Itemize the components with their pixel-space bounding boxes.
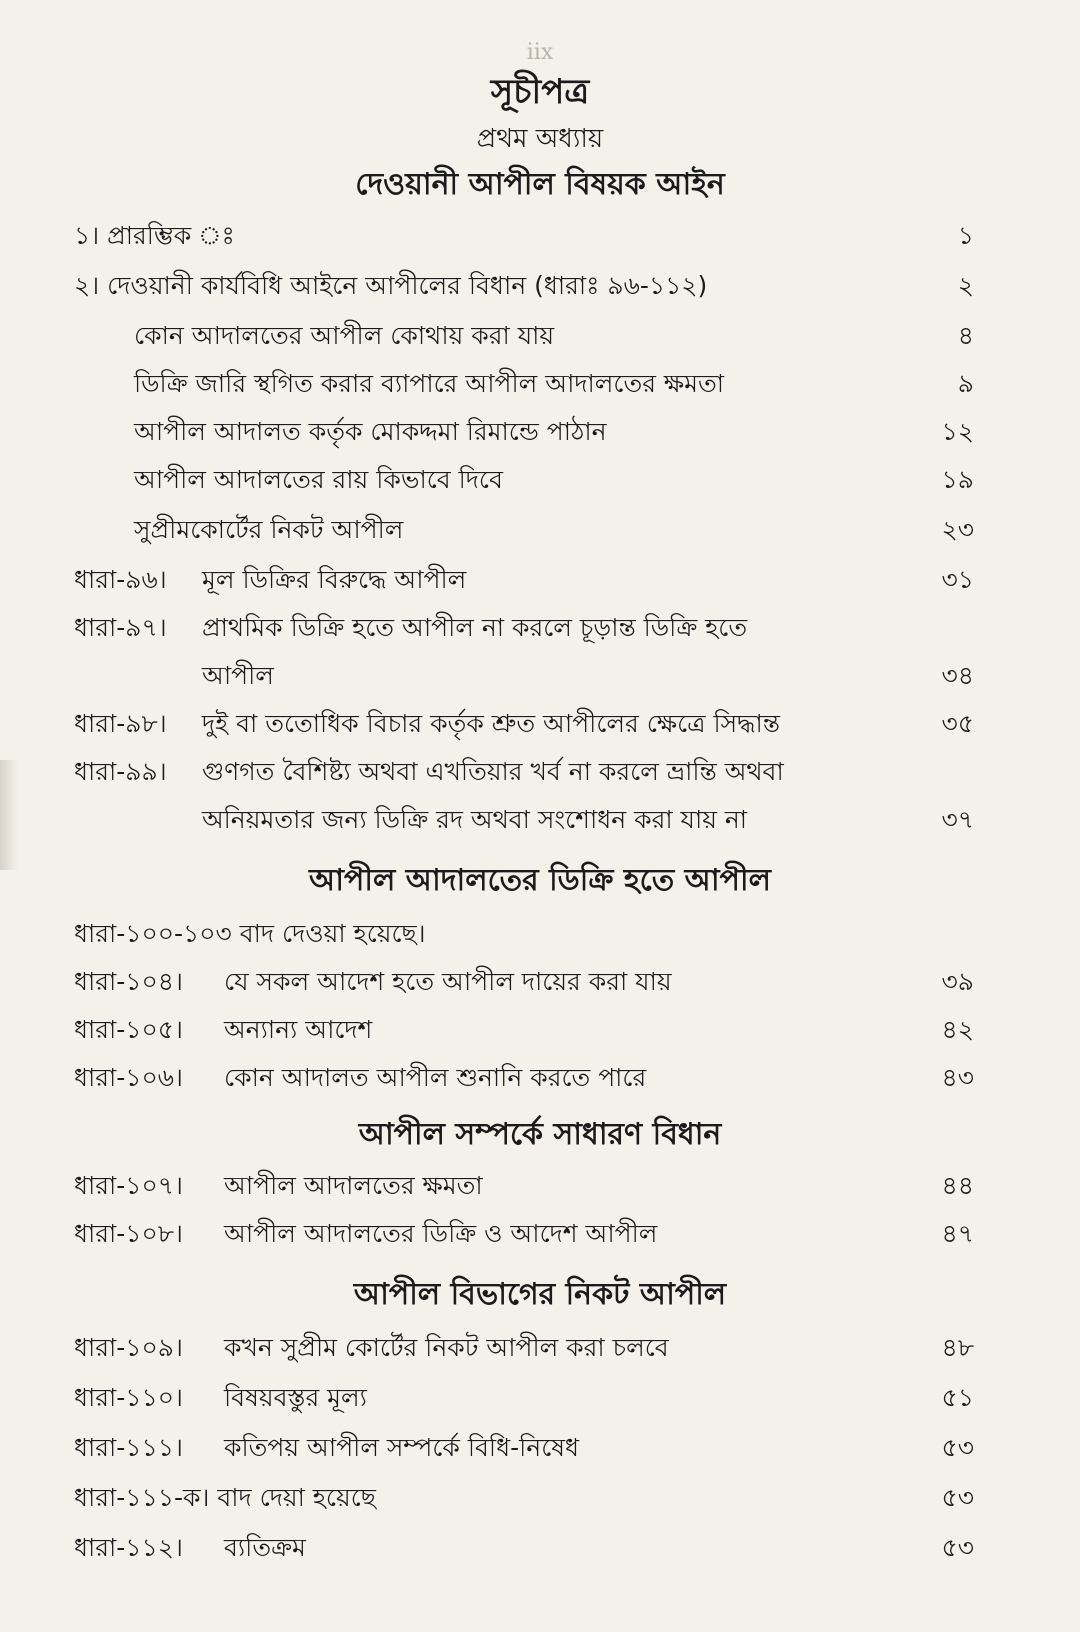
toc-row[interactable]: [74, 608, 974, 652]
section-heading: আপীল সম্পর্কে সাধারণ বিধান: [358, 1117, 722, 1152]
toc-entry-text: কতিপয় আপীল সম্পর্কে বিধি-নিষেধ: [224, 1433, 580, 1462]
toc-row[interactable]: [74, 1010, 974, 1054]
toc-row[interactable]: [74, 1428, 974, 1472]
toc-row[interactable]: [74, 752, 974, 796]
toc-entry-continuation: আপীল: [202, 661, 274, 690]
page-edge-shadow: [0, 760, 18, 870]
section-label: ধারা-৯৯।: [74, 757, 167, 786]
toc-page-number: ৩৪: [941, 661, 974, 690]
toc-entry-text: মূল ডিক্রির বিরুদ্ধে আপীল: [202, 565, 467, 594]
toc-row[interactable]: [74, 1528, 974, 1572]
toc-row[interactable]: [74, 1378, 974, 1422]
toc-entry-text: দুই বা ততোধিক বিচার কর্তৃক শ্রুত আপীলের ক্ষেত্রে সিদ্ধান্ত: [202, 709, 780, 738]
toc-row[interactable]: [74, 1166, 974, 1210]
page-title: সূচীপত্র: [490, 72, 590, 112]
toc-entry-text: আপীল আদালতের রায় কিভাবে দিবে: [134, 465, 503, 494]
toc-row[interactable]: [74, 216, 974, 260]
toc-entry-text: আপীল আদালতের ডিক্রি ও আদেশ আপীল: [224, 1219, 658, 1248]
chapter-label: প্রথম অধ্যায়: [476, 124, 604, 154]
toc-entry-text: সুপ্রীমকোর্টের নিকট আপীল: [134, 515, 404, 544]
toc-row[interactable]: [74, 364, 974, 408]
toc-entry-text: ডিক্রি জারি স্থগিত করার ব্যাপারে আপীল আদালতের ক্ষমতা: [134, 369, 725, 398]
toc-row[interactable]: [74, 656, 974, 700]
toc-page-number: ৪৪: [941, 1171, 974, 1200]
toc-page-number: ৪৭: [941, 1219, 974, 1248]
toc-page-number: ৩৭: [941, 805, 974, 834]
toc-row[interactable]: [74, 800, 974, 844]
toc-entry-text: অন্যান্য আদেশ: [224, 1015, 373, 1044]
toc-page-number: ৪৩: [941, 1063, 974, 1092]
toc-row[interactable]: [74, 1328, 974, 1372]
section-label: ধারা-৯৮।: [74, 709, 167, 738]
toc-page-number: ৯: [957, 369, 974, 398]
toc-row[interactable]: [74, 1058, 974, 1102]
toc-entry-text: ব্যতিক্রম: [224, 1533, 306, 1562]
toc-row[interactable]: [74, 704, 974, 748]
toc-page-number: ৪৮: [941, 1333, 974, 1362]
toc-page-number: ৪২: [941, 1015, 974, 1044]
toc-entry-text: ধারা-১১১-ক। বাদ দেয়া হয়েছে: [74, 1483, 376, 1512]
toc-page-number: ৫১: [941, 1383, 974, 1412]
toc-page-number: ৫৩: [941, 1533, 974, 1562]
section-label: ধারা-১০৬।: [74, 1063, 183, 1092]
toc-row[interactable]: [74, 266, 974, 310]
toc-row[interactable]: [74, 460, 974, 504]
toc-entry-text: কখন সুপ্রীম কোর্টের নিকট আপীল করা চলবে: [224, 1333, 669, 1362]
section-label: ধারা-৯৬।: [74, 565, 167, 594]
section-heading: আপীল বিভাগের নিকট আপীল: [353, 1277, 727, 1312]
section-label: ধারা-১০৮।: [74, 1219, 183, 1248]
toc-page-number: ১: [957, 221, 974, 250]
toc-page-number: ৩১: [941, 565, 974, 594]
toc-row[interactable]: [74, 914, 974, 958]
section-label: ধারা-৯৭।: [74, 613, 167, 642]
section-label: ধারা-১০৯।: [74, 1333, 183, 1362]
section-label: ধারা-১০৭।: [74, 1171, 183, 1200]
section-label: ধারা-১১১।: [74, 1433, 183, 1462]
section-label: ধারা-১০৫।: [74, 1015, 183, 1044]
toc-entry-text: প্রাথমিক ডিক্রি হতে আপীল না করলে চূড়ান্ত ডিক্রি হতে: [202, 613, 748, 642]
toc-row[interactable]: [74, 316, 974, 360]
toc-page-number: ২৩: [941, 515, 974, 544]
toc-page-number: ১২: [941, 417, 974, 446]
toc-page-number: ৩৯: [941, 967, 974, 996]
part-heading: দেওয়ানী আপীল বিষয়ক আইন: [355, 167, 725, 202]
toc-page-number: ১৯: [941, 465, 974, 494]
toc-entry-text: ১। প্রারম্ভিক ঃ: [74, 221, 235, 250]
toc-row[interactable]: [74, 510, 974, 554]
toc-row[interactable]: [74, 560, 974, 604]
toc-page-number: ৫৩: [941, 1483, 974, 1512]
toc-row[interactable]: [74, 412, 974, 456]
toc-page-number: ৫৩: [941, 1433, 974, 1462]
toc-entry-text: গুণগত বৈশিষ্ট্য অথবা এখতিয়ার খর্ব না করলে ভ্রান্তি অথবা: [202, 757, 784, 786]
toc-row[interactable]: [74, 1214, 974, 1258]
toc-page-number: ২: [957, 271, 974, 300]
toc-entry-text: বিষয়বস্তুর মূল্য: [224, 1383, 367, 1412]
section-label: ধারা-১১০।: [74, 1383, 183, 1412]
toc-entry-text: আপীল আদালতের ক্ষমতা: [224, 1171, 483, 1200]
section-heading: আপীল আদালতের ডিক্রি হতে আপীল: [309, 863, 771, 898]
section-label: ধারা-১০৪।: [74, 967, 183, 996]
toc-row[interactable]: [74, 962, 974, 1006]
toc-entry-text: ধারা-১০০-১০৩ বাদ দেওয়া হয়েছে।: [74, 919, 426, 948]
toc-row[interactable]: [74, 1478, 974, 1522]
toc-entry-text: যে সকল আদেশ হতে আপীল দায়ের করা যায়: [224, 967, 672, 996]
section-label: ধারা-১১২।: [74, 1533, 183, 1562]
toc-entry-continuation: অনিয়মতার জন্য ডিক্রি রদ অথবা সংশোধন করা যায় না: [202, 805, 748, 834]
toc-page-number: ৪: [957, 321, 974, 350]
page-number: iix: [526, 40, 554, 65]
toc-page-number: ৩৫: [941, 709, 974, 738]
toc-entry-text: কোন আদালতের আপীল কোথায় করা যায়: [134, 321, 555, 350]
toc-entry-text: ২। দেওয়ানী কার্যবিধি আইনে আপীলের বিধান (ধারাঃ ৯৬-১১২): [74, 271, 708, 300]
toc-entry-text: কোন আদালত আপীল শুনানি করতে পারে: [224, 1063, 647, 1092]
toc-entry-text: আপীল আদালত কর্তৃক মোকদ্দমা রিমান্ডে পাঠান: [134, 417, 607, 446]
